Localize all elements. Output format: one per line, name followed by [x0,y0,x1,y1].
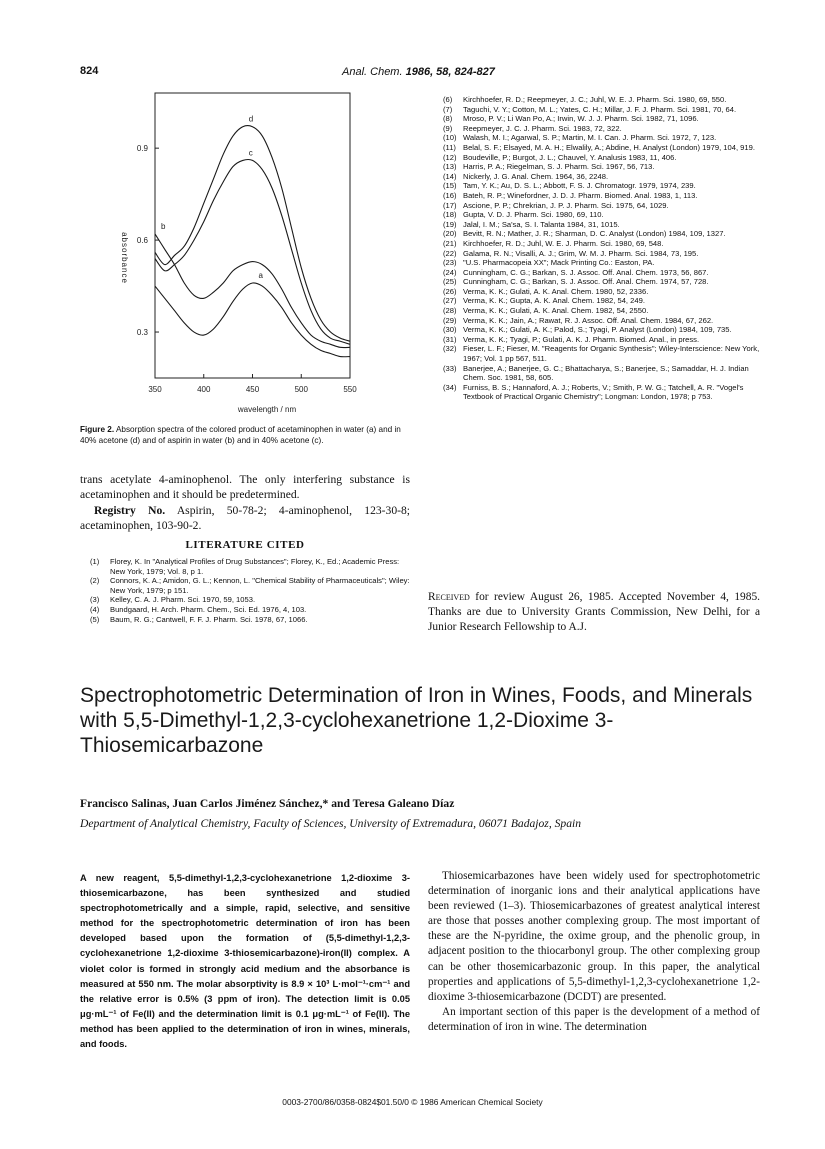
reference-item [443,306,760,316]
reference-text: Baum, R. G.; Cantwell, F. F. J. Pharm. Sci. 1978, 67, 1066. [110,614,308,624]
journal-citation: 1986, 58, 824-827 [405,66,495,78]
reference-item [443,105,760,115]
chart-x-label: wavelength / nm [237,405,297,414]
reference-text: Connors, K. A.; Amidon, G. L.; Kennon, L. "Chemical Stability of Pharmaceuticals"; Wiley: New York, 1979; p 151. [110,576,410,595]
received-label: Received [428,591,470,603]
reference-text: Verma, K. K.; Jain, A.; Rawat, R. J. Assoc. Off. Anal. Chem. 1984, 67, 262. [463,315,714,325]
reference-text: Taguchi, V. Y.; Cotton, M. L.; Yates, C. H.; Millar, J. F. J. Pharm. Sci. 1981, 70, 64. [463,104,737,114]
reference-text: Verma, K. K.; Gulati, A. K.; Palod, S.; Tyagi, P. Analyst (London) 1984, 109, 735. [463,325,732,335]
curve-label: a [258,271,263,280]
page-number: 824 [80,65,99,77]
reference-number: (15) [443,181,457,191]
reference-number: (34) [443,382,457,392]
curve-label: b [161,221,166,231]
reference-number: (30) [443,325,457,335]
reference-item [90,615,410,625]
reference-number: (25) [443,277,457,287]
reference-text: Bevitt, R. N.; Mather, J. R.; Sharman, D. C. Analyst (London) 1984, 109, 1327. [463,229,726,239]
reference-item [443,325,760,335]
references-left [90,557,410,624]
reference-text: Kirchhoefer, R. D.; Reepmeyer, J. C.; Juhl, W. E. J. Pharm. Sci. 1980, 69, 550. [463,95,727,104]
reference-number: (7) [443,104,453,114]
reference-number: (27) [443,296,457,306]
reference-number: (9) [443,123,453,133]
reference-text: Walash, M. I.; Agarwal, S. P.; Martin, M. I. Can. J. Pharm. Sci. 1972, 7, 123. [463,133,717,143]
reference-number: (26) [443,286,457,296]
reference-item [443,239,760,249]
reference-number: (13) [443,162,457,172]
absorbance-chart [110,88,410,418]
reference-number: (2) [90,576,100,586]
references-right [443,95,760,402]
chart-y-label: absorbance [120,232,129,284]
reference-text: "U.S. Pharmacopeia XX"; Mack Printing Co.: Easton, PA. [463,258,655,268]
reference-text: Mroso, P. V.; Li Wan Po, A.; Irwin, W. J. J. Pharm. Sci. 1982, 71, 1096. [463,114,699,124]
journal-name: Anal. Chem. [342,66,403,78]
reference-item [443,210,760,220]
copyright-footer: 0003-2700/86/0358-0824$01.50/0 © 1986 American Chemical Society [282,1097,543,1107]
reference-number: (14) [443,171,457,181]
x-tick-label: 400 [197,385,211,394]
reference-text: Bateh, R. P.; Winefordner, J. D. J. Pharm. Biomed. Anal. 1983, 1, 113. [463,190,698,200]
reference-item [443,133,760,143]
curve-label: d [248,114,254,124]
reference-item [90,605,410,615]
reference-number: (22) [443,248,457,258]
reference-text: Tam, Y. K.; Au, D. S. L.; Abbott, F. S. J. Chromatogr. 1979, 1974, 239. [463,181,696,191]
figure-caption-text: Absorption spectra of the colored product of acetaminophen in water (a) and in 40% acetone (d) and of aspirin in water (b) and in 40% acetone (c). [80,425,401,446]
reference-item [443,287,760,297]
reference-number: (8) [443,114,453,124]
reference-item [443,316,760,326]
plot-frame [155,93,350,378]
received-text: for review August 26, 1985. Accepted November 4, 1985. Thanks are due to University Grants Commission, New Delhi, for a Junior Research Fellowship to A.J. [428,591,760,633]
reference-text: Kelley, C. A. J. Pharm. Sci. 1970, 59, 1053. [110,595,256,605]
reference-number: (18) [443,210,457,220]
reference-item [90,595,410,605]
reference-item [443,124,760,134]
reference-item [443,143,760,153]
reference-number: (16) [443,190,457,200]
abstract: A new reagent, 5,5-dimethyl-1,2,3-cyclohexanetrione 1,2-dioxime 3-thiosemicarbazone, has been synthesized and studied spectrophotometrically and a simple, rapid, selective, and sensitive method for the spectrophotometric determination of iron has been developed based upon the formation of (5,5-dimethyl-1,2,3-cyclohexanetrione 1,2-dioxime 3-thiosemicarbazone)-iron(II) complex. A violet color is formed in strongly acid medium and the absorbance is measured at 550 nm. The molar absorptivity is 8.9 × 10³ L·mol⁻¹·cm⁻¹ and the relative error is 0.5% (3 ppm of iron). The detection limit is 0.05 μg·mL⁻¹ of Fe(II) and the determination limit is 0.1 μg·mL⁻¹ of Fe(II). The method has been applied to the determination of iron in wines, minerals, and foods. [80,873,410,1050]
reference-item [443,258,760,268]
reference-item [443,95,760,105]
introduction [428,869,760,1035]
reference-number: (23) [443,258,457,268]
reference-item [90,576,410,595]
reference-item [443,162,760,172]
figure-label: Figure 2. [80,425,115,434]
reference-text: Jalal, I. M.; Sa'sa, S. I. Talanta 1984, 31, 1015. [463,219,620,229]
reference-text: Cunningham, C. G.; Barkan, S. J. Assoc. Off. Anal. Chem. 1974, 57, 728. [463,277,709,287]
reference-text: Boudeville, P.; Burgot, J. L.; Chauvel, Y. Analusis 1983, 11, 406. [463,152,677,162]
y-tick-label: 0.9 [136,144,148,154]
reference-number: (17) [443,200,457,210]
y-tick-label: 0.6 [136,236,148,246]
reference-item [443,114,760,124]
reference-text: Furniss, B. S.; Hannaford, A. J.; Roberts, V.; Smith, P. W. G.; Tatchell, A. R. "Vogel's Textbook of Practical Organic Chemistry"; Longman: London, 1978; p 753. [463,382,744,402]
received-note [428,590,760,635]
spectrum-curve-d [155,126,350,342]
reference-text: Cunningham, C. G.; Barkan, S. J. Assoc. Off. Anal. Chem. 1973, 56, 867. [463,267,709,277]
registry-text: Aspirin, 50-78-2; 4-aminophenol, 123-30-8; acetaminophen, 103-90-2. [80,504,410,532]
reference-text: Belal, S. F.; Elsayed, M. A. H.; Elwalily, A.; Abdine, H. Analyst (London) 1979, 104, 919. [463,142,755,152]
reference-item [443,277,760,287]
x-tick-label: 500 [294,385,308,394]
curve-label: c [248,148,253,158]
reference-number: (12) [443,152,457,162]
reference-number: (29) [443,315,457,325]
reference-text: Galama, R. N.; Visalli, A. J.; Grim, W. M. J. Pharm. Sci. 1984, 73, 195. [463,248,699,258]
reference-item [443,191,760,201]
left-paragraph: trans acetylate 4-aminophenol. The only interfering substance is acetaminophen and it should be predetermined. [80,473,410,501]
reference-text: Verma, K. K.; Gupta, A. K. Anal. Chem. 1982, 54, 249. [463,296,645,306]
reference-item [443,296,760,306]
reference-number: (1) [90,557,100,566]
spectrum-curve-b [155,234,350,348]
reference-item [443,172,760,182]
reference-number: (24) [443,267,457,277]
reference-text: Verma, K. K.; Tyagi, P.; Gulati, A. K. J. Pharm. Biomed. Anal., in press. [463,334,700,344]
article-title: Spectrophotometric Determination of Iron in Wines, Foods, and Minerals with 5,5-Dimethyl-1,2,3-cyclohexanetrione 1,2-Dioxime 3-Thiosemicarbazone [80,684,753,757]
x-tick-label: 350 [148,385,162,394]
article-affiliation: Department of Analytical Chemistry, Faculty of Sciences, University of Extremadura, 06071 Badajoz, Spain [80,817,582,830]
reference-item [443,335,760,345]
reference-text: Verma, K. K.; Gulati, A. K. Anal. Chem. 1982, 54, 2550. [463,306,649,316]
reference-number: (5) [90,614,100,624]
reference-item [443,249,760,259]
reference-number: (6) [443,95,453,104]
reference-text: Banerjee, A.; Banerjee, G. C.; Bhattacharya, S.; Banerjee, S.; Samaddar, H. J. Indian Chem. Soc. 1981, 58, 605. [463,363,749,383]
reference-text: Reepmeyer, J. C. J. Pharm. Sci. 1983, 72, 322. [463,123,622,133]
reference-text: Gupta, V. D. J. Pharm. Sci. 1980, 69, 110. [463,210,604,220]
reference-item [90,557,410,576]
x-tick-label: 450 [245,385,260,394]
reference-number: (20) [443,229,457,239]
registry-numbers [80,503,410,533]
reference-number: (31) [443,334,457,344]
reference-text: Nickerly, J. G. Anal. Chem. 1964, 36, 2248. [463,171,609,181]
y-tick-label: 0.3 [136,328,148,338]
reference-number: (4) [90,604,100,614]
reference-number: (3) [90,595,100,605]
figure-caption [80,424,410,446]
reference-item [443,153,760,163]
intro-paragraph-2: An important section of this paper is the development of a method of determination of iron in wine. The determination [428,1005,760,1033]
x-tick-label: 550 [343,385,357,394]
reference-number: (32) [443,344,457,354]
reference-item [443,383,760,402]
reference-text: Florey, K. In "Analytical Profiles of Drug Substances"; Florey, K., Ed.; Academic Press: New York, 1979; Vol. 8, p 1. [110,557,400,576]
reference-item [443,220,760,230]
journal-header [342,66,495,78]
reference-number: (10) [443,133,457,143]
reference-text: Ascione, P. P.; Chrekrian, J. P. J. Pharm. Sci. 1975, 64, 1029. [463,200,669,210]
reference-item [443,201,760,211]
reference-text: Kirchhoefer, R. D.; Juhl, W. E. J. Pharm. Sci. 1980, 69, 548. [463,238,664,248]
reference-item [443,364,760,383]
chart-axes [155,93,350,378]
reference-item [443,229,760,239]
registry-label: Registry No. [94,504,166,517]
reference-item [443,268,760,278]
reference-number: (28) [443,306,457,316]
article-authors: Francisco Salinas, Juan Carlos Jiménez Sánchez,* and Teresa Galeano Díaz [80,797,455,810]
reference-text: Harris, P. A.; Riegelman, S. J. Pharm. Sci. 1967, 56, 713. [463,162,655,172]
reference-number: (21) [443,238,457,248]
intro-paragraph-1: Thiosemicarbazones have been widely used for spectrophotometric determination of inorganic ions and their analytical applications have been reviewed (1–3). Thiosemicarbazones of greatest analytical interest are those that posses another complexing group. The most important of these are the N-pyridine, the oxime group, and the phenolic group, in adjacent position to the thiocarbonyl group. The other complexing group can be other thosemicarbazonic group. In this paper, the analytical properties and applications of 5,5-dimethyl-1,2,3-cyclohexanetrione 1,2-dioxime 3-thiosemicarbazone (DCDT) are presented. [428,870,760,1003]
reference-text: Verma, K. K.; Gulati, A. K. Anal. Chem. 1980, 52, 2336. [463,286,649,296]
chart-curves [155,115,350,357]
reference-item [443,181,760,191]
reference-text: Bundgaard, H. Arch. Pharm. Chem., Sci. Ed. 1976, 4, 103. [110,604,307,614]
literature-cited-heading: LITERATURE CITED [185,539,305,551]
spectrum-curve-c [155,159,350,344]
reference-number: (33) [443,363,457,373]
reference-item [443,344,760,363]
reference-number: (19) [443,219,457,229]
reference-text: Fieser, L. F.; Fieser, M. "Reagents for Organic Synthesis"; Wiley-Interscience: New York, 1967; Vol. 1 pp 567, 511. [463,344,760,364]
reference-number: (11) [443,142,456,152]
